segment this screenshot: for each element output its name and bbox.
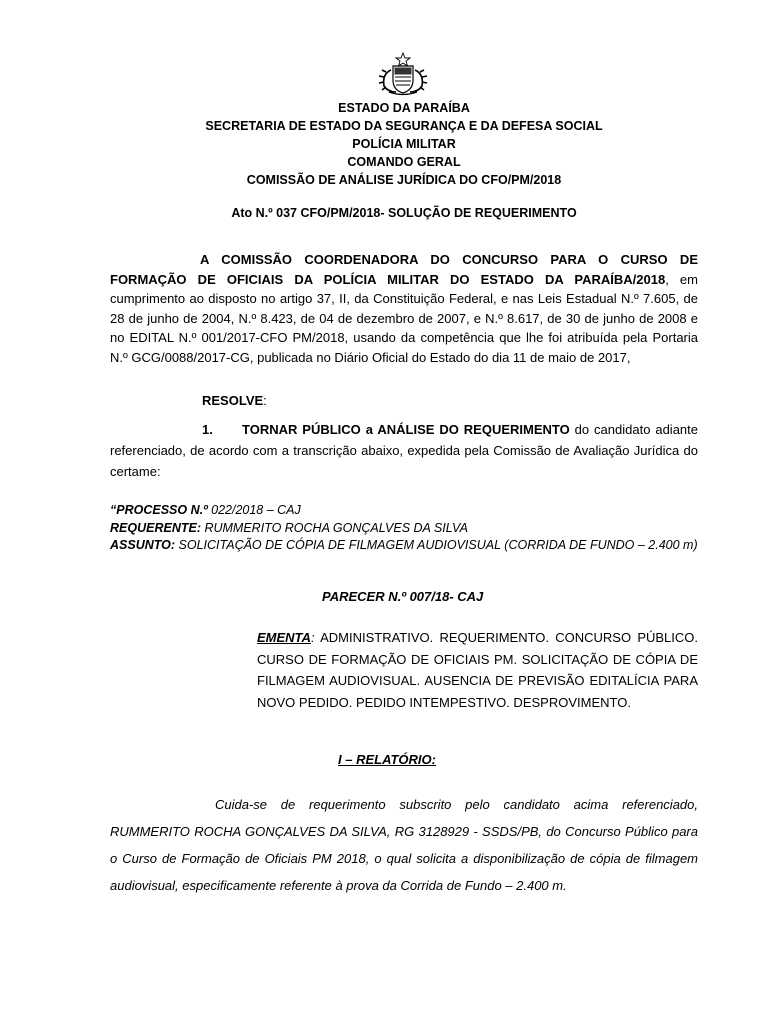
document-header xyxy=(110,99,698,189)
report-paragraph xyxy=(110,791,698,899)
header-command: COMANDO GERAL xyxy=(347,155,461,169)
report-text: Cuida-se de requerimento subscrito pelo candidato acima referenciado, RUMMERITO ROCHA GONÇALVES DA SILVA, RG 3128929 - SSDS/PB, do Concurso Público para o Curso de Formação de Oficiais PM 2018, o qual solicita a disponibilização de cópia de filmagem audiovisual, especificamente referente à prova da Corrida de Fundo – 2.400 m. xyxy=(110,797,698,893)
header-state: ESTADO DA PARAÍBA xyxy=(338,101,470,115)
summary-text: ADMINISTRATIVO. REQUERIMENTO. CONCURSO PÚBLICO. CURSO DE FORMAÇÃO DE OFICIAIS PM. SOLICITAÇÃO DE CÓPIA DE FILMAGEM AUDIOVISUAL. AUSENCIA DE PREVISÃO EDITALÍCIA PARA NOVO PEDIDO. PEDIDO INTEMPESTIVO. DESPROVIMENTO. xyxy=(257,630,698,710)
resolve-label: RESOLVE xyxy=(202,393,264,408)
summary-block xyxy=(257,627,698,713)
applicant-line xyxy=(110,520,750,538)
process-label: “PROCESSO N.º xyxy=(110,503,208,517)
header-secretariat: SECRETARIA DE ESTADO DA SEGURANÇA E DA DEFESA SOCIAL xyxy=(205,119,603,133)
process-block xyxy=(110,502,750,555)
summary-label: EMENTA xyxy=(257,630,311,645)
preamble-paragraph xyxy=(110,250,698,367)
process-value: 022/2018 – CAJ xyxy=(207,503,301,517)
opinion-title: PARECER N.º 007/18- CAJ xyxy=(322,589,484,604)
header-police: POLÍCIA MILITAR xyxy=(352,137,456,151)
item-1-bold: TORNAR PÚBLICO a ANÁLISE DO REQUERIMENTO xyxy=(242,422,570,437)
subject-label: ASSUNTO: xyxy=(110,538,176,552)
applicant-value: RUMMERITO ROCHA GONÇALVES DA SILVA xyxy=(200,520,468,535)
resolve-heading xyxy=(202,393,267,408)
resolve-colon: : xyxy=(263,393,267,408)
subject-value: SOLICITAÇÃO DE CÓPIA DE FILMAGEM AUDIOVISUAL (CORRIDA DE FUNDO – 2.400 m) xyxy=(175,538,698,552)
act-title: Ato N.º 037 CFO/PM/2018- SOLUÇÃO DE REQUERIMENTO xyxy=(231,206,577,220)
process-line xyxy=(110,502,750,520)
report-heading: I – RELATÓRIO: xyxy=(338,752,436,767)
item-1-paragraph xyxy=(110,419,698,482)
state-coat-of-arms-icon xyxy=(372,52,434,96)
item-1-number: 1. xyxy=(202,422,213,437)
header-commission: COMISSÃO DE ANÁLISE JURÍDICA DO CFO/PM/2018 xyxy=(246,173,562,187)
preamble-bold: A COMISSÃO COORDENADORA DO CONCURSO PARA O CURSO DE FORMAÇÃO DE OFICIAIS DA POLÍCIA MILITAR DO ESTADO DA PARAÍBA/2018 xyxy=(110,252,698,287)
preamble-text: , em cumprimento ao disposto no artigo 37, II, da Constituição Federal, e nas Leis Estadual N.º 7.605, de 28 de junho de 2004, N.º 8.423, de 04 de dezembro de 2007, e N.º 8.617, de 30 de junho de 2008 e no EDITAL N.º 001/2017-CFO PM/2018, usando da competência que lhe foi atribuída pela Portaria N.º GCG/0088/2017-CG, publicada no Diário Oficial do Estado do dia 11 de maio de 2017, xyxy=(110,271,698,365)
subject-line xyxy=(110,537,750,555)
applicant-label: REQUERENTE: xyxy=(110,520,201,535)
item-1-text: do candidato adiante referenciado, de acordo com a transcrição abaixo, expedida pela Comissão de Avaliação Jurídica do certame: xyxy=(110,422,698,479)
summary-separator: : xyxy=(310,630,315,645)
